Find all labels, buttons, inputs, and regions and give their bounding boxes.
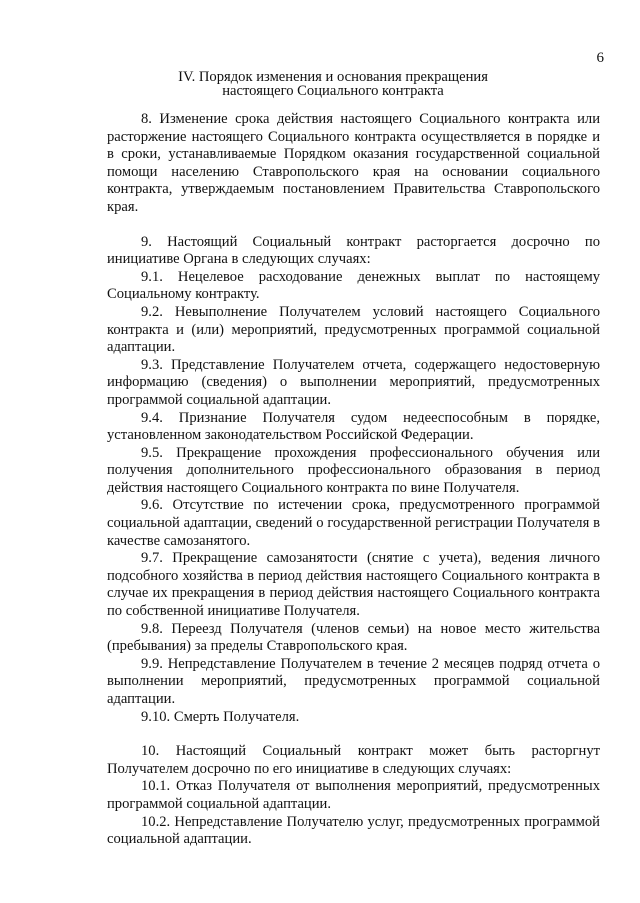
paragraph-9-1: 9.1. Нецелевое расходование денежных выплат по настоящему Социальному контракту. [107,268,600,303]
paragraph-9-2: 9.2. Невыполнение Получателем условий настоящего Социального контракта и (или) мероприятий, предусмотренных программой социальной адаптации. [107,303,600,356]
paragraph-9-5: 9.5. Прекращение прохождения профессионального обучения или получения дополнительного профессионального образования в период действия настоящего Социального контракта по вине Получателя. [107,444,600,496]
page-number: 6 [596,50,604,66]
document-body [107,111,600,849]
section-title-line-2: настоящего Социального контракта [222,83,444,99]
paragraph-9-6: 9.6. Отсутствие по истечении срока, предусмотренного программой социальной адаптации, сведений о государственной регистрации Получателя в качестве самозанятого. [107,497,600,549]
paragraph-9: 9. Настоящий Социальный контракт расторгается досрочно по инициативе Органа в следующих случаях: [107,233,600,268]
paragraph-9-3: 9.3. Представление Получателем отчета, содержащего недостоверную информацию (сведения) о выполнении мероприятий, предусмотренных программой социальной адаптации. [107,356,600,408]
paragraph-10: 10. Настоящий Социальный контракт может быть расторгнут Получателем досрочно по его инициативе в следующих случаях: [107,743,600,777]
paragraph-9-8: 9.8. Переезд Получателя (членов семьи) на новое место жительства (пребывания) за пределы Ставропольского края. [107,620,600,655]
paragraph-10-1: 10.1. Отказ Получателя от выполнения мероприятий, предусмотренных программой социальной адаптации. [107,778,600,812]
paragraph-9-7: 9.7. Прекращение самозанятости (снятие с учета), ведения личного подсобного хозяйства в период действия настоящего Социального контракта в случае их прекращения в период действия настоящего Социального контракта по собственной инициативе Получателя. [107,550,600,620]
section-title-line-1: IV. Порядок изменения и основания прекращения [178,69,488,85]
paragraph-9-10: 9.10. Смерть Получателя. [141,708,300,725]
paragraph-9-4: 9.4. Признание Получателя судом недееспособным в порядке, установленном законодательством Российской Федерации. [107,409,600,444]
paragraph-10-2: 10.2. Непредставление Получателю услуг, предусмотренных программой социальной адаптации. [107,813,600,848]
section-title [160,70,506,98]
paragraph-9-9: 9.9. Непредставление Получателем в течение 2 месяцев подряд отчета о выполнении мероприятий, предусмотренных программой социальной адаптации. [107,655,600,707]
paragraph-8: 8. Изменение срока действия настоящего Социального контракта или расторжение настоящего Социального контракта осуществляется в порядке и в сроки, устанавливаемые Порядком оказания государственной социальной помощи населению Ставропольского края на основании социального контракта, утверждаемым постановлением Правительства Ставропольского края. [107,111,600,215]
